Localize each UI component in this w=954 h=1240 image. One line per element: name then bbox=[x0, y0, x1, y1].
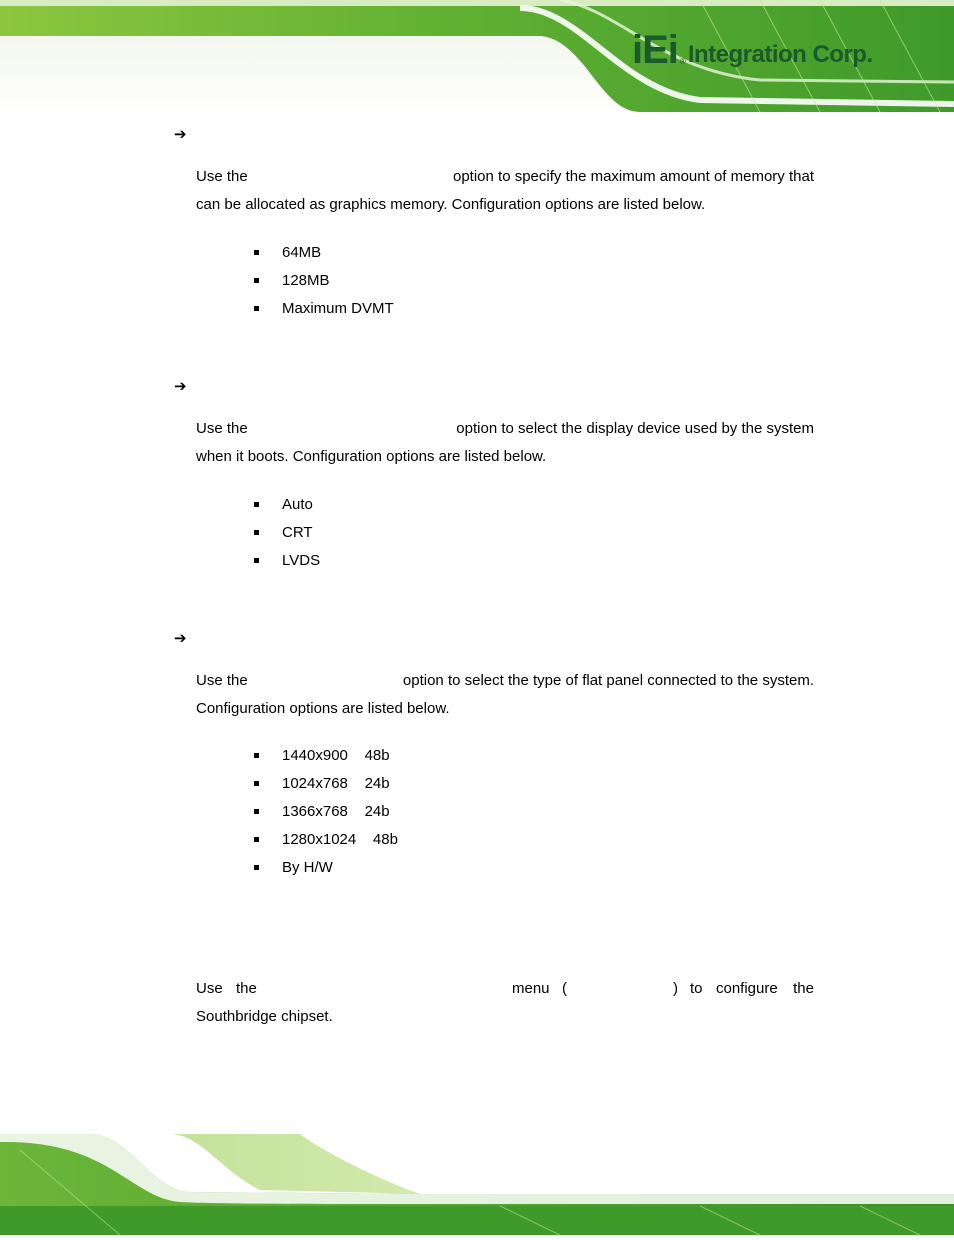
paragraph-text: option to select the type of flat panel connected to the system. bbox=[402, 672, 814, 689]
bullet-icon bbox=[254, 530, 259, 535]
list-item bbox=[252, 238, 394, 266]
paragraph-line: Configuration options are listed below. bbox=[196, 700, 450, 717]
list-item bbox=[252, 266, 394, 294]
paragraph-line bbox=[196, 975, 814, 1003]
page-footer bbox=[0, 1130, 954, 1235]
bullet-icon bbox=[254, 753, 259, 758]
paragraph-text: option to select the display device used by the system bbox=[456, 420, 814, 437]
paragraph-text: Use the bbox=[196, 420, 248, 437]
bullet-icon bbox=[254, 278, 259, 283]
list-item bbox=[252, 741, 398, 769]
list-item bbox=[252, 546, 320, 574]
list-item bbox=[252, 853, 398, 881]
option-label: 128MB bbox=[282, 271, 330, 289]
southbridge-description bbox=[196, 975, 814, 1031]
list-item bbox=[252, 294, 394, 322]
paragraph-text: Use the bbox=[196, 168, 248, 185]
option-list bbox=[252, 741, 398, 881]
paragraph-text: ( bbox=[562, 980, 567, 997]
option-label: CRT bbox=[282, 523, 313, 541]
paragraph-text: configure bbox=[716, 980, 778, 997]
page-header bbox=[0, 0, 954, 112]
paragraph-text: Use bbox=[196, 980, 223, 997]
option-label: 64MB bbox=[282, 243, 322, 261]
list-item bbox=[252, 797, 398, 825]
list-item bbox=[252, 518, 320, 546]
paragraph-text: menu bbox=[512, 980, 550, 997]
list-item bbox=[252, 825, 398, 853]
company-name: Integration Corp. bbox=[687, 41, 873, 68]
option-label: Maximum DVMT bbox=[282, 299, 394, 317]
option-label: 1024x768 24b bbox=[282, 774, 390, 792]
paragraph-text: to bbox=[690, 980, 703, 997]
list-item bbox=[252, 490, 320, 518]
bullet-icon bbox=[254, 306, 259, 311]
iei-logo-mark: iEi bbox=[632, 28, 678, 72]
section-arrow-icon: ➔ bbox=[174, 125, 187, 143]
paragraph-line bbox=[196, 415, 814, 443]
section-arrow-icon: ➔ bbox=[174, 377, 187, 395]
footer-green-band bbox=[0, 1130, 954, 1235]
option-list bbox=[252, 490, 320, 574]
bullet-icon bbox=[254, 558, 259, 563]
paragraph-line bbox=[196, 163, 814, 191]
section-description bbox=[196, 163, 814, 219]
paragraph-line bbox=[196, 667, 814, 695]
section-arrow-icon: ➔ bbox=[174, 629, 187, 647]
paragraph-line: can be allocated as graphics memory. Configuration options are listed below. bbox=[196, 196, 706, 213]
option-label: Auto bbox=[282, 495, 313, 513]
option-label: By H/W bbox=[282, 858, 333, 876]
paragraph-text: option to specify the maximum amount of memory that bbox=[453, 168, 814, 185]
paragraph-text: the bbox=[793, 980, 814, 997]
option-label: 1366x768 24b bbox=[282, 802, 390, 820]
bullet-icon bbox=[254, 781, 259, 786]
option-label: 1440x900 48b bbox=[282, 746, 390, 764]
company-logo bbox=[632, 30, 873, 70]
list-item bbox=[252, 769, 398, 797]
bullet-icon bbox=[254, 809, 259, 814]
option-label: LVDS bbox=[282, 551, 321, 569]
option-list bbox=[252, 238, 394, 322]
section-description bbox=[196, 667, 814, 723]
paragraph-text: Use the bbox=[196, 672, 248, 689]
bullet-icon bbox=[254, 865, 259, 870]
paragraph-line: when it boots. Configuration options are listed below. bbox=[196, 448, 547, 465]
bullet-icon bbox=[254, 837, 259, 842]
paragraph-text: the bbox=[236, 980, 257, 997]
paragraph-line: Southbridge chipset. bbox=[196, 1008, 333, 1025]
registered-mark: ® bbox=[679, 57, 686, 66]
option-label: 1280x1024 48b bbox=[282, 830, 398, 848]
bullet-icon bbox=[254, 502, 259, 507]
section-description bbox=[196, 415, 814, 471]
paragraph-text: ) bbox=[673, 980, 678, 997]
bullet-icon bbox=[254, 250, 259, 255]
